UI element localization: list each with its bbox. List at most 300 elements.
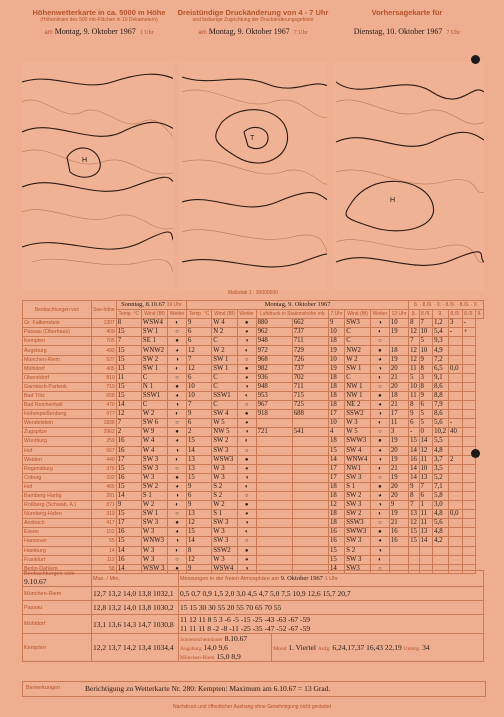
cell-b: SW 1 [141,364,167,373]
cell-a: 2 [116,428,141,437]
cell-a: 14 [116,401,141,410]
weather-symbol-icon: ◐ [371,328,390,337]
table-row [23,491,484,500]
cell-b: W 3 [141,473,167,482]
cell-c: 14 [187,446,212,455]
weather-symbol-icon: ○ [237,446,256,455]
cell-a: 15 [116,510,141,519]
cell-k: 5 [409,373,419,382]
cell-o [462,346,476,355]
cell-m: 7,9 [433,401,449,410]
station-name: Hof [23,482,92,491]
cell-g: 19 [328,346,344,355]
aloft-row-2: 11 12 11 8 5 3 -6 -5 -15 -25 -43 -63 -67 -59 11 11 11 8 -2 -8 -11 -25 -35 -47 -52 -67 -59 [179,615,484,634]
punch-hole-bottom [471,449,480,458]
cell-b: W 4 [141,446,167,455]
cell-i: SW 2 [345,510,371,519]
table-row [23,482,484,491]
weather-symbol-icon: ◕ [168,528,187,537]
cell-a: 16 [116,446,141,455]
cell-b: SW 3 [141,455,167,464]
cell-n [449,528,463,537]
cell-o [462,373,476,382]
weather-symbol-icon: ◐ [237,391,256,400]
cell-k: 10 [409,382,419,391]
weather-symbol-icon: ◕ [237,510,256,519]
cell-b: C [141,373,167,382]
cell-b: SW 2 [141,355,167,364]
weather-symbol-icon: ◐ [168,410,187,419]
cell-g: 17 [328,410,344,419]
cell-j: 19 [389,455,408,464]
station-name: Bad Reichenhall [23,401,92,410]
cell-k: 14 [409,473,419,482]
table-row [23,428,484,437]
cell-a: 15 [116,482,141,491]
cell-b: N 1 [141,382,167,391]
cell-o [462,464,476,473]
station-name: Augsburg [23,346,92,355]
weather-symbol-icon: ◕ [237,373,256,382]
cell-o [462,482,476,491]
weather-symbol-icon: ◕ [371,491,390,500]
weather-symbol-icon: ● [168,564,187,573]
cell-n [449,446,463,455]
station-elevation: 58 [92,564,117,573]
t2-temp-header: 7 Uhr [328,310,344,319]
cell-j: 19 [389,437,408,446]
cell-m: 5,8 [433,491,449,500]
cell-k: 13 [409,510,419,519]
cell-f [292,555,328,564]
wind-header: Wind (Bf) [141,310,167,319]
cell-l: 5 [419,410,433,419]
weather-symbol-icon: ◐ [168,455,187,464]
cell-b: SW 3 [141,464,167,473]
weather-symbol-icon: ◑ [168,491,187,500]
cell-j: 19 [389,328,408,337]
cell-o [462,555,476,564]
station-elevation: 465 [92,482,117,491]
cell-c: 10 [187,391,212,400]
cell-e [256,473,292,482]
weather-symbol-icon: ◕ [237,464,256,473]
cell-l: 5 [419,419,433,428]
table-row [23,437,484,446]
t3-header: 13 Uhr [389,310,408,319]
cell-l: 10 [419,346,433,355]
cell-n [449,482,463,491]
cell-l: 8 [419,364,433,373]
station-elevation: 14 [92,546,117,555]
forecast-title: Vorhersagekarte für [371,8,443,17]
station-elevation: 259 [92,437,117,446]
cell-k: 9 [409,410,419,419]
c3-header: 9. [433,310,449,319]
table-row [23,391,484,400]
cell-n [449,546,463,555]
cell-g: 12 [328,501,344,510]
c2-header: 8./9. [420,311,431,318]
cell-a: 14 [116,564,141,573]
table-row [23,546,484,555]
cell-e [256,537,292,546]
weather-symbol-icon: ○ [371,337,390,346]
cell-i: SW 2 [345,491,371,500]
cell-i: WNW4 [345,455,371,464]
cell-e: 982 [256,364,292,373]
station-elevation: 977 [92,410,117,419]
cell-o [462,337,476,346]
cell-f [292,455,328,464]
cell-m: 4,8 [433,446,449,455]
table-row [23,555,484,564]
cell-g: 18 [328,382,344,391]
cell-j: 19 [389,510,408,519]
cell-n [449,410,463,419]
station-elevation: 658 [92,391,117,400]
cell-n [449,519,463,528]
station-elevation: 319 [92,510,117,519]
cell-d: W 2 [212,346,237,355]
cell-b: W 4 [141,437,167,446]
cell-g: 18 [328,519,344,528]
cell-f [292,419,328,428]
cell-o [462,537,476,546]
cell-e [256,482,292,491]
cell-j: 16 [389,528,408,537]
punch-hole-top [471,55,480,64]
cell-n: - [449,419,463,428]
station-name: Hamburg [23,546,92,555]
table-row [23,328,484,337]
weather-symbol-icon: ◕ [168,391,187,400]
c6-header: 9. [477,311,482,318]
cell-d: C [212,401,237,410]
station-name: Würzburg [23,437,92,446]
cell-b: W 9 [141,428,167,437]
cell-b: SW 3 [141,519,167,528]
table-row [23,519,484,528]
cell-c: 13 [187,455,212,464]
cell-n [449,555,463,564]
cell-k: 8 [409,401,419,410]
weather-symbol-icon: ◕ [237,328,256,337]
cell-f [292,482,328,491]
cell-e: 962 [256,328,292,337]
cell-j: 9 [389,501,408,510]
city-4-name: Kempten [23,634,92,662]
table-row [23,464,484,473]
table-row [23,455,484,464]
cell-i: NW1 [345,464,371,473]
cell-f: 541 [292,428,328,437]
cell-c: 9 [187,501,212,510]
weather-symbol-icon: ◑ [168,446,187,455]
cell-m: 9,3 [433,337,449,346]
cell-c: 13 [187,510,212,519]
cell-d: NW 5 [212,428,237,437]
cell-g: 10 [328,328,344,337]
cell-i: W 5 [345,428,371,437]
cell-d: C [212,373,237,382]
cell-e [256,546,292,555]
map-marker-h: H [82,157,88,164]
cell-d: SW 1 [212,364,237,373]
cell-o [462,428,476,437]
elevation-col-header: See-höhe [92,301,117,319]
table-row [23,446,484,455]
weather-symbol-icon: ◑ [237,337,256,346]
cell-m: 4,9 [433,346,449,355]
cell-b: WSW 3 [141,564,167,573]
cell-j: 21 [389,373,408,382]
cell-k [409,546,419,555]
station-name: Hannover [23,537,92,546]
station-elevation: 719 [92,382,117,391]
weather-symbol-icon: ○ [168,464,187,473]
weather-symbol-icon: ● [237,546,256,555]
cell-a: 16 [116,528,141,537]
table-row [23,528,484,537]
station-elevation: 55 [92,537,117,546]
cell-m: 1,2 [433,319,449,328]
cell-f [292,501,328,510]
cell-k: 6 [409,419,419,428]
c5-header: 8./9. [464,311,474,318]
cell-l: 1 [419,501,433,510]
cell-e [256,455,292,464]
cell-f: 711 [292,337,328,346]
cell-l: 13 [419,528,433,537]
table-row [23,401,484,410]
cell-a: 15 [116,464,141,473]
cell-e [256,501,292,510]
cell-i: SW 4 [345,446,371,455]
cell-l: 8 [419,382,433,391]
pressure-change-date: Montag, 9. Oktober 1967 [208,27,290,36]
cell-a: 15 [116,391,141,400]
table-row [23,364,484,373]
weather-symbol-icon: ◑ [371,410,390,419]
weather-symbol-icon: ● [371,437,390,446]
cell-l: 14 [419,437,433,446]
cell-j: 11 [389,419,408,428]
cell-j: 21 [389,464,408,473]
weather-symbol-icon: ◐ [168,546,187,555]
station-name: Bad Tölz [23,391,92,400]
weather-symbol-icon: ○ [371,382,390,391]
station-name: Gr. Falkenstein [23,319,92,328]
station-name: Nürnberg-Hafen [23,510,92,519]
cell-c: 7 [187,401,212,410]
weather-symbol-icon: ○ [371,564,390,573]
cell-n: 3 [449,319,463,328]
station-name: Ansbach [23,519,92,528]
station-name: Garmisch-Partenk. [23,382,92,391]
cell-n [449,355,463,364]
cell-b: SSW1 [141,391,167,400]
cell-k: 8 [409,491,419,500]
t1-wind-header: Wind (Bf) [212,310,237,319]
cell-a: 7 [116,337,141,346]
cell-j: 19 [389,355,408,364]
cell-a: 13 [116,364,141,373]
cell-d: SSW2 [212,546,237,555]
weather-symbol-icon: ◑ [168,537,187,546]
cell-c: 8 [187,546,212,555]
weather-symbol-icon: ◐ [237,437,256,446]
cell-e: 967 [256,401,292,410]
cell-m: 8,6 [433,382,449,391]
weather-symbol-icon: ● [168,473,187,482]
cell-o [462,437,476,446]
upper-air-subtitle: (Höhenlinien des 500 mb-Flächen in 10 Dekametern) [40,17,158,23]
cell-m: 4,2 [433,537,449,546]
upper-air-map-header [22,0,176,62]
cell-i: SW3 [345,319,371,328]
cell-k: 15 [409,528,419,537]
cell-m: 10,2 [433,428,449,437]
cell-j: 18 [389,391,408,400]
cell-l: 3 [419,373,433,382]
cell-g: 18 [328,373,344,382]
cell-j: 21 [389,519,408,528]
cell-o [462,519,476,528]
cell-f [292,510,328,519]
cell-j [389,555,408,564]
cell-b: SW 1 [141,510,167,519]
weather-symbol-icon: ● [371,346,390,355]
cell-g: 18 [328,401,344,410]
cell-o [462,546,476,555]
table-row [23,337,484,346]
cell-n [449,537,463,546]
aloft-levels: 0,5 0,7 0,9 1,5 2,0 3,0 4,5 4,7 5,0 7,5 10,9 12,6 15,7 20,7 [179,587,484,601]
station-elevation: 440 [92,455,117,464]
upper-air-date: Montag, 9. Oktober 1967 [54,27,136,36]
table-row [23,537,484,546]
cell-o [462,510,476,519]
cell-c: 12 [187,346,212,355]
weather-symbol-icon: ◕ [237,419,256,428]
cell-n: 0,0 [449,364,463,373]
weather-symbol-icon: ◑ [371,546,390,555]
weather-symbol-icon: ○ [371,473,390,482]
cell-i: SW 3 [345,537,371,546]
cell-g: 15 [328,555,344,564]
cell-b: WSW4 [141,319,167,328]
station-name: München-Riem [23,355,92,364]
weather-symbol-icon: ◑ [371,501,390,510]
cell-c: 13 [187,464,212,473]
cell-b: SW 6 [141,419,167,428]
cell-a: 9 [116,501,141,510]
cell-o [462,473,476,482]
cell-c: 7 [187,355,212,364]
weather-symbol-icon: ● [168,519,187,528]
weather-symbol-icon: ○ [168,373,187,382]
weather-symbol-icon: ● [168,337,187,346]
forecast-date: Dienstag, 10. Oktober 1967 [353,27,443,36]
cell-g: 18 [328,510,344,519]
cell-j [389,546,408,555]
cell-b: SW 1 [141,328,167,337]
cell-f [292,546,328,555]
prev-day-header: Sonntag, 8.10.67 19 Uhr [116,301,186,310]
cell-g: 14 [328,564,344,573]
cell-f [292,491,328,500]
cell-c: 15 [187,473,212,482]
t1-temp-header: Temp. °C [187,310,212,319]
cell-d: C [212,382,237,391]
station-name: Frankfurt [23,555,92,564]
city-1-name: München-Riem [23,587,92,601]
cell-e: 880 [256,319,292,328]
station-name: Weiden [23,455,92,464]
cell-l [419,546,433,555]
station-name: Coburg [23,473,92,482]
cell-c: 6 [187,328,212,337]
cell-o [462,501,476,510]
weather-symbol-icon: ● [371,482,390,491]
cell-m: 5,6 [433,519,449,528]
station-name: Regensburg [23,464,92,473]
pressure-header: Luftdruck in Stationshöhe mb [256,310,328,319]
cell-a: 15 [116,346,141,355]
weather-symbol-icon: ◑ [168,401,187,410]
cell-o [462,401,476,410]
station-elevation: 417 [92,519,117,528]
cell-i: NW 1 [345,382,371,391]
weather-symbol-icon: ◑ [237,382,256,391]
cell-b: W 3 [141,546,167,555]
temp-header: Temp. °C [116,310,141,319]
table-row [23,319,484,328]
cell-c: 14 [187,537,212,546]
pressure-change-title: Dreistündige Druckänderung von 4 - 7 Uhr [177,8,329,17]
cell-f: 702 [292,373,328,382]
cell-a: 17 [116,455,141,464]
cell-f: 726 [292,355,328,364]
cell-f [292,528,328,537]
weather-symbol-icon: ◐ [168,501,187,510]
cell-c: 6 [187,419,212,428]
station-name: Hohenpeißenberg [23,410,92,419]
t1-weather-header: Wetter [237,310,256,319]
cell-g: 17 [328,473,344,482]
station-name: Hof [23,446,92,455]
cell-a: 15 [116,328,141,337]
station-name: Roßberg (Schwäb. A.) [23,501,92,510]
cell-k: 14 [409,464,419,473]
weather-symbol-icon: ○ [168,510,187,519]
weather-symbol-icon: ◕ [371,401,390,410]
cell-d: C [212,337,237,346]
cell-l: 11 [419,510,433,519]
weather-symbol-icon: ○ [237,537,256,546]
cell-n [449,491,463,500]
weather-symbol-icon: ◕ [371,446,390,455]
cell-m: 7,1 [433,482,449,491]
station-name: Zugspitze [23,428,92,437]
cell-b: WNW2 [141,346,167,355]
table-row [23,346,484,355]
moon-block: Mond 1. Viertel Aufg. 6,24,17,37 16,43 22,19 Unterg. 34 [272,634,484,662]
cell-c: 12 [187,519,212,528]
cell-d: WSW4 [212,564,237,573]
cell-a: 15 [116,382,141,391]
